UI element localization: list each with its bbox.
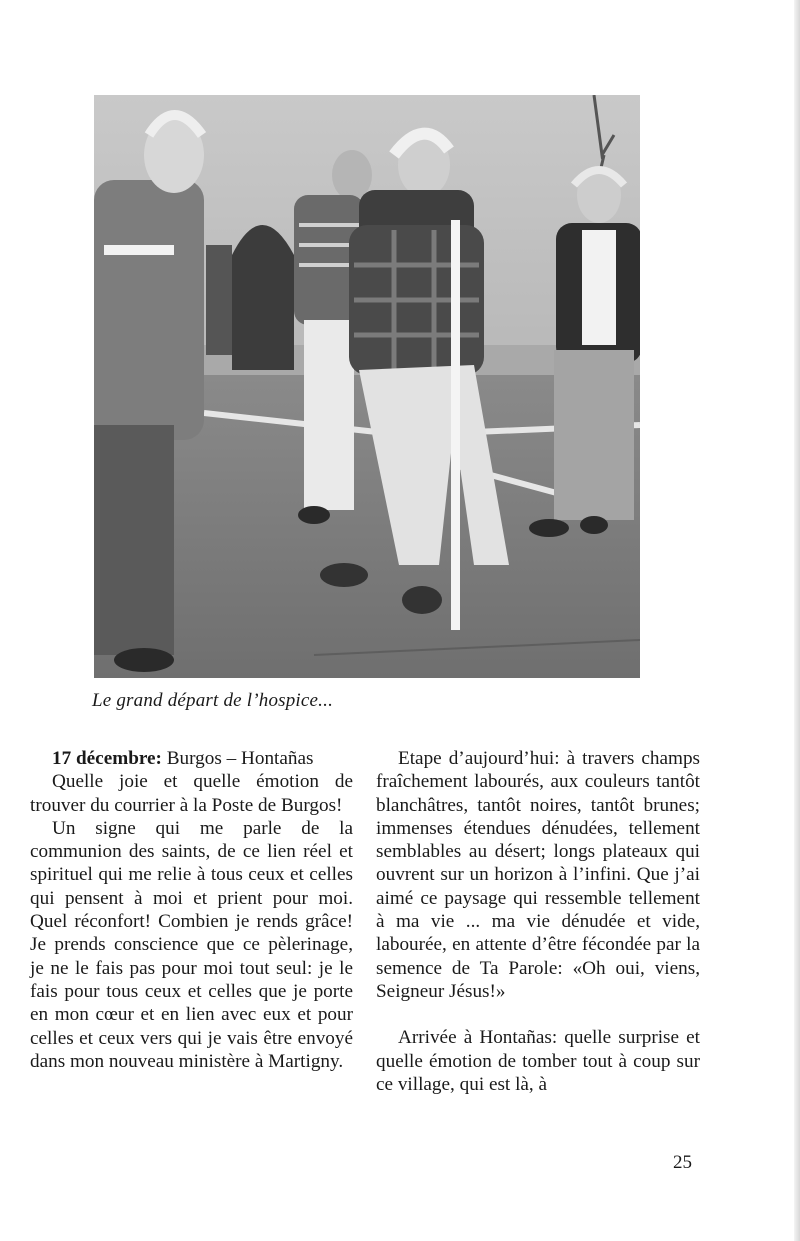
right-paragraph-2: Arrivée à Hontañas: quelle surprise et quelle émotion de tomber tout à coup sur ce village, qui est là, à	[376, 1027, 700, 1095]
photo-caption: Le grand départ de l’hospice...	[92, 690, 334, 711]
left-column	[30, 747, 353, 1073]
right-column	[376, 747, 700, 1096]
entry-heading	[30, 747, 353, 770]
page-number: 25	[673, 1152, 692, 1173]
right-paragraph-1: Etape d’aujourd’hui: à travers champs fraîchement labourés, aux couleurs tantôt blanchâtres, tantôt noires, tantôt brunes; immenses étendues dénudées, tellement semblables au désert; longs plateaux qui ouvrent sur un horizon à l’infini. Que j’ai aimé ce paysage qui ressemble tellement à ma vie ... ma vie dénudée et vide, labourée, en attente d’être fécondée par la semence de Ta Parole: «Oh oui, viens, Seigneur Jésus!»	[376, 748, 700, 1002]
page-edge	[794, 0, 800, 1241]
entry-route: Burgos – Hontañas	[161, 748, 314, 769]
left-paragraph-2: Un signe qui me parle de la communion des saints, de ce lien réel et spirituel qui me relie à tous ceux et celles qui pensent à moi et prient pour moi. Quel réconfort! Combien je rends grâce! Je prends conscience que ce pèlerinage, je ne le fais pas pour moi tout seul: je le fais pour tous ceux et celles que je porte en mon cœur et en lien avec eux et pour celles et ceux vers qui je vais être envoyé dans mon nouveau ministère à Martigny.	[30, 817, 353, 1072]
pilgrims-photo	[94, 95, 640, 678]
entry-date: 17 décembre:	[52, 748, 162, 769]
left-paragraph-1: Quelle joie et quelle émotion de trouver du courrier à la Poste de Burgos!	[30, 771, 353, 816]
